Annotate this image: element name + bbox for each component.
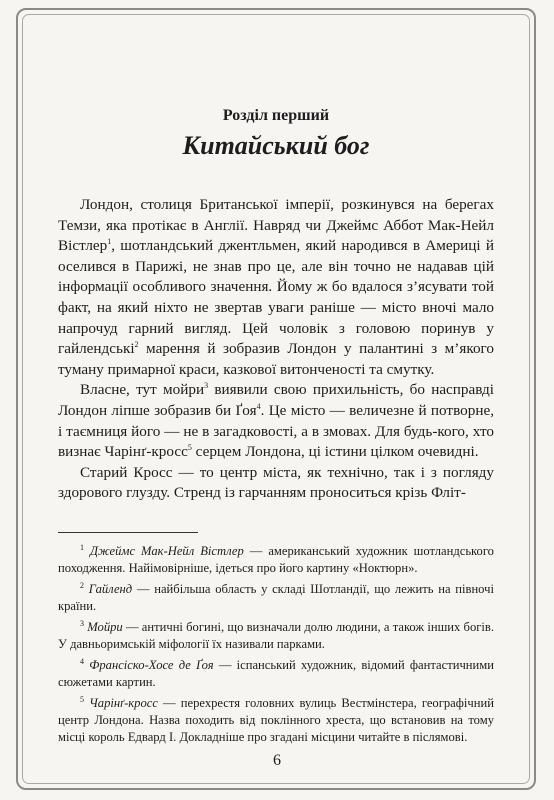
footnote-ref: 2 — [134, 340, 139, 350]
footnote-number: 1 — [80, 542, 84, 552]
footnote-text: — перехрестя головних вулиць Вестмінстера, географічний центр Лондона. Назва походить від поклінного хреста, що встановив на тому місці король Едвард І. Докладніше про згадані місцини читайте в післямові. — [58, 695, 494, 744]
footnote-number: 5 — [80, 694, 84, 704]
page-content — [58, 106, 494, 750]
paragraph-text: Старий Кросс — то центр міста, як технічно, так і з погляду здорового глузду. Стренд із гарчанням проноситься крізь Фліт- — [58, 463, 494, 502]
body-text — [58, 195, 494, 504]
footnote-text: — американський художник шотландського походження. Найімовірніше, ідеться про його картину «Ноктюрн». — [58, 543, 494, 575]
paragraph-text: , шотландський джентльмен, який народився в Америці й оселився в Парижі, не знав про це, але він точно не надавав цій інформації особливого значення. Йому ж бо вдалося з’ясувати той факт, на який ніхто не звертав уваги раніше — місто вночі мало напрочуд гарний вигляд. Цей чоловік з головою поринув у гайлендські — [58, 237, 494, 358]
footnote-number: 3 — [80, 618, 84, 628]
page-number: 6 — [273, 752, 281, 769]
footnote — [58, 657, 494, 691]
footnote — [58, 619, 494, 653]
footnote-ref: 3 — [204, 381, 209, 391]
footnote-ref: 4 — [256, 401, 261, 411]
footnote-text: — античні богині, що визначали долю людини, а також інших богів. У давньоримській міфології їх називали парками. — [58, 619, 494, 651]
footnote — [58, 581, 494, 615]
footnote-text: — найбільша область у складі Шотландії, що лежить на півночі країни. — [58, 581, 494, 613]
footnote-term: Франсіско-Хосе де Ґоя — [84, 657, 214, 672]
footnote-term: Чарінґ-кросс — [84, 695, 158, 710]
paragraph — [58, 463, 494, 504]
footnote-number: 2 — [80, 580, 84, 590]
chapter-title: Китайський бог — [182, 131, 370, 160]
footnote-ref: 1 — [107, 237, 112, 247]
paragraph-text: Лондон, столиця Британської імперії, розкинувся на берегах Темзи, яка протікає в Англії. Навряд чи Джеймс Аббот Мак-Нейл Вістлер — [58, 196, 494, 255]
footnote-term: Мойри — [84, 619, 123, 634]
footnote-term: Гайленд — [84, 581, 133, 596]
paragraph-text: виявили свою прихильність, бо насправді Лондон ліпше зобразив би Ґоя — [58, 381, 495, 419]
footnote-number: 4 — [80, 656, 84, 666]
paragraph-text: Власне, тут мойри — [80, 381, 205, 399]
paragraph-text: серцем Лондона, ці істини цілком очевидні. — [191, 443, 479, 461]
footnote — [58, 695, 494, 746]
footnotes — [58, 543, 494, 746]
footnote — [58, 543, 494, 577]
chapter-label: Розділ перший — [222, 107, 330, 124]
footnote-divider — [58, 532, 198, 533]
footnote-term: Джеймс Мак-Нейл Вістлер — [84, 543, 244, 558]
paragraph — [58, 380, 494, 462]
paragraph-text: . Це місто — величезне й потворне, і таємниця його — не в загадковості, а в змовах. Для будь-кого, хто визнає Чарінґ-кросс — [58, 401, 494, 461]
footnote-text: — іспанський художник, відомий фантастичними сюжетами картин. — [58, 657, 494, 689]
paragraph-text: марення й зобразив Лондон у палантині з м’якого туману примарної краси, казкової витонченості та смутку. — [58, 340, 494, 378]
footnote-ref: 5 — [187, 443, 192, 453]
paragraph — [58, 195, 494, 380]
